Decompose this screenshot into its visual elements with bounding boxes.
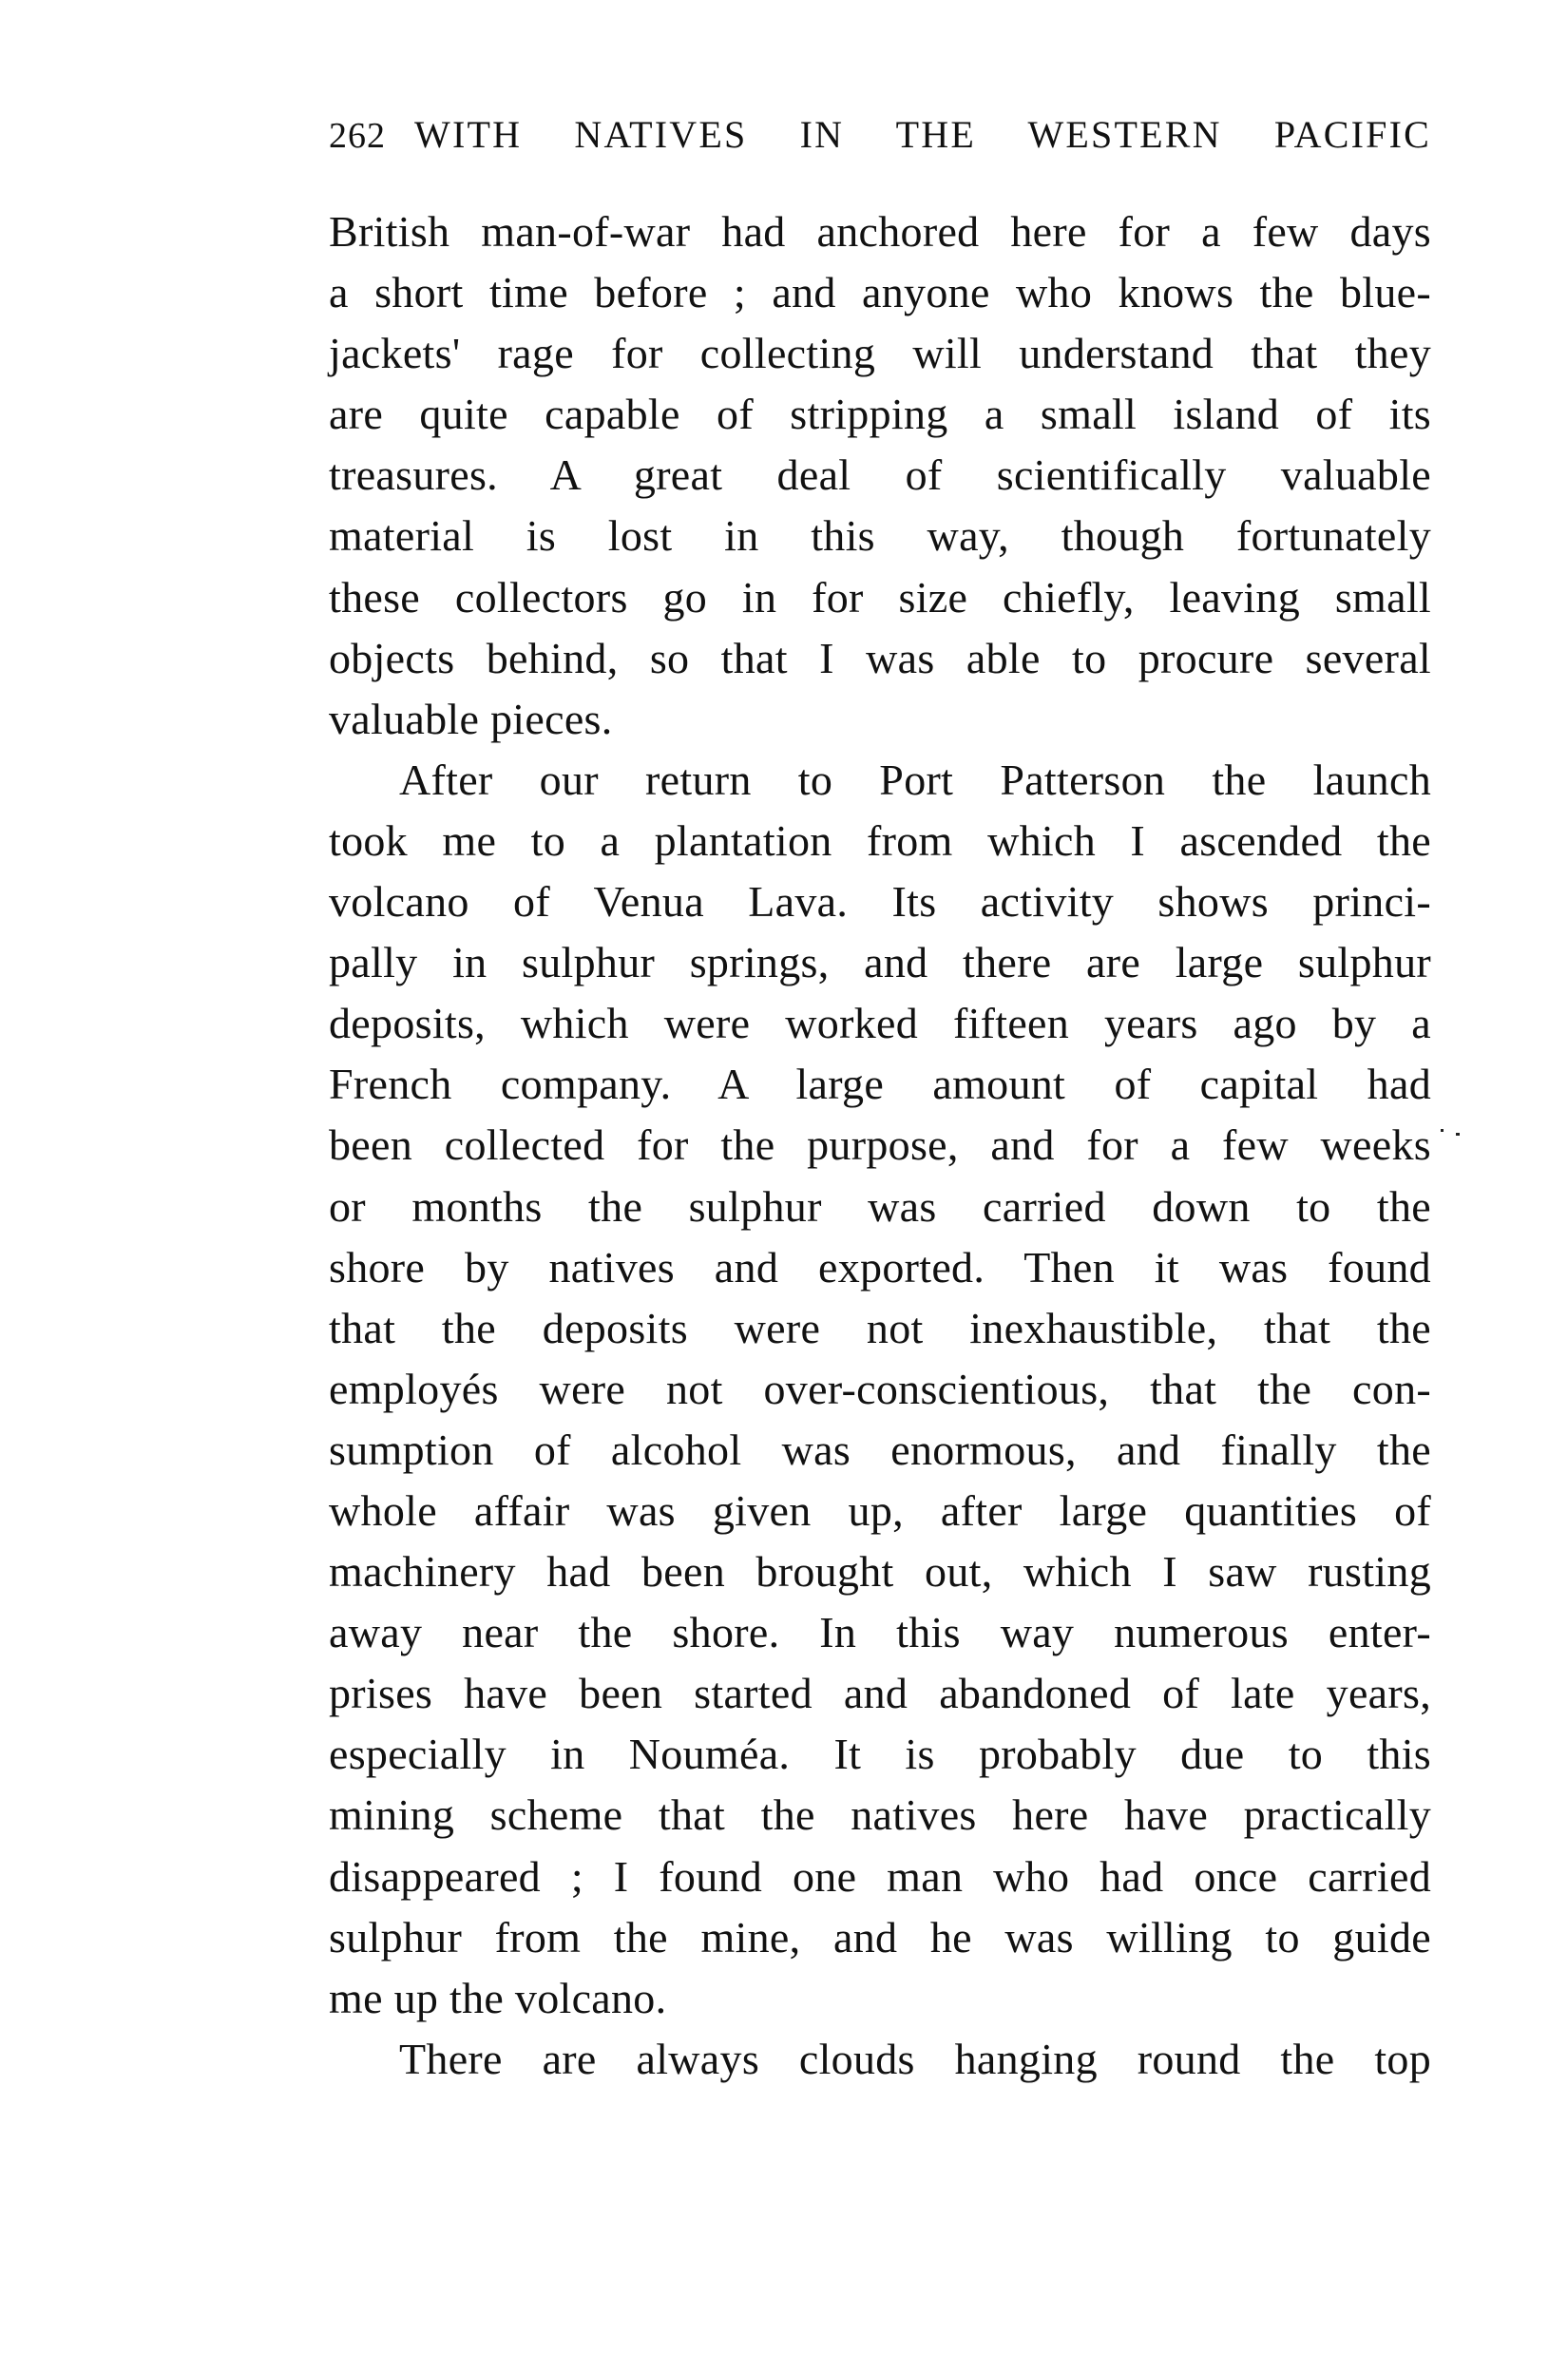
paragraph-2: [329, 750, 1431, 2029]
text-line: There are always clouds hanging round the top: [399, 2034, 1431, 2083]
paragraph-1: [329, 201, 1431, 750]
text-line: me up the volcano.: [329, 1973, 667, 2022]
text-line: employés were not over-conscientious, that the con-: [329, 1364, 1431, 1413]
text-line: been collected for the purpose, and for a few weeks: [329, 1120, 1431, 1170]
text-line: valuable pieces.: [329, 694, 613, 743]
paragraph-3: [329, 2029, 1431, 2090]
text-line: treasures. A great deal of scientifically valuable: [329, 450, 1431, 500]
text-line: British man-of-war had anchored here for a few days: [329, 207, 1431, 256]
text-line: sumption of alcohol was enormous, and finally the: [329, 1425, 1431, 1474]
text-line: volcano of Venua Lava. Its activity shows princi-: [329, 877, 1431, 927]
text-line: mining scheme that the natives here have practically: [329, 1790, 1431, 1840]
text-line: whole affair was given up, after large quantities of: [329, 1485, 1431, 1535]
text-line: French company. A large amount of capital had: [329, 1060, 1431, 1109]
text-line: disappeared ; I found one man who had once carried: [329, 1851, 1431, 1901]
text-line: objects behind, so that I was able to procure several: [329, 633, 1431, 682]
text-line: shore by natives and exported. Then it was found: [329, 1242, 1431, 1292]
text-line: these collectors go in for size chiefly, leaving small: [329, 572, 1431, 622]
text-line: sulphur from the mine, and he was willing to guide: [329, 1912, 1431, 1962]
text-line: a short time before ; and anyone who knows the blue-: [329, 268, 1431, 317]
text-line: deposits, which were worked fifteen years ago by a: [329, 999, 1431, 1048]
scan-artifact: [1437, 1127, 1465, 1139]
text-line: jackets' rage for collecting will understand that they: [329, 329, 1431, 378]
body-text: [329, 201, 1431, 2090]
page-number: 262: [329, 116, 386, 156]
running-title: WITH NATIVES IN THE WESTERN PACIFIC: [414, 113, 1431, 156]
text-line: prises have been started and abandoned of late years,: [329, 1669, 1431, 1718]
text-line: especially in Nouméa. It is probably due to this: [329, 1730, 1431, 1779]
text-line: After our return to Port Patterson the launch: [399, 755, 1431, 804]
text-line: or months the sulphur was carried down to the: [329, 1181, 1431, 1231]
text-line: away near the shore. In this way numerous enter-: [329, 1608, 1431, 1657]
text-line: pally in sulphur springs, and there are large sulphur: [329, 938, 1431, 987]
text-line: that the deposits were not inexhaustible, that the: [329, 1303, 1431, 1352]
text-line: are quite capable of stripping a small island of its: [329, 390, 1431, 439]
text-line: machinery had been brought out, which I saw rusting: [329, 1547, 1431, 1597]
text-line: took me to a plantation from which I ascended the: [329, 815, 1431, 865]
text-line: material is lost in this way, though fortunately: [329, 511, 1431, 561]
running-head: [329, 112, 1431, 169]
